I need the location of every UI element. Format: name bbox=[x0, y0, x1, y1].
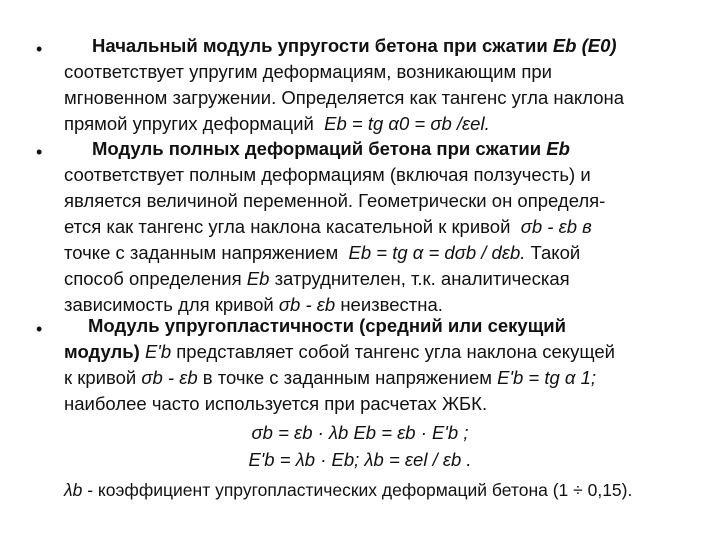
item3-curve-formula: σb - εb bbox=[141, 367, 198, 388]
item3-line3-mid: в точке с заданным напряжением bbox=[202, 367, 492, 388]
item1-line3: мгновенном загружении. Определяется как тангенс угла наклона bbox=[64, 87, 625, 108]
item2-title: Модуль полных деформаций бетона при сжатии bbox=[92, 138, 542, 159]
bullet-1: • bbox=[36, 39, 43, 59]
bullet-3: • bbox=[36, 319, 43, 339]
bullet-2: • bbox=[36, 142, 43, 162]
footnote-symbol: λb bbox=[64, 480, 83, 500]
item2-symbol: Eb bbox=[546, 138, 570, 159]
item3-line3 bbox=[64, 365, 596, 391]
item2-line6-text: способ определения bbox=[64, 268, 242, 289]
item3-title-cont: модуль) bbox=[64, 341, 140, 362]
footnote bbox=[64, 477, 632, 503]
item3-line1 bbox=[88, 313, 566, 339]
item2-formula-tangent: Eb = tg α = dσb / dεb. bbox=[348, 242, 526, 263]
item2-line6-symbol: Eb bbox=[246, 268, 270, 289]
item3-line3-text: к кривой bbox=[64, 367, 137, 388]
item1-line4 bbox=[64, 111, 490, 137]
item1-line1 bbox=[92, 33, 617, 59]
item2-line5-tail: Такой bbox=[530, 242, 581, 263]
item2-line7-tail: неизвестна. bbox=[340, 294, 443, 315]
item2-line1 bbox=[92, 136, 570, 162]
item2-line7-text: зависимость для кривой bbox=[64, 294, 274, 315]
item3-line2 bbox=[64, 339, 615, 365]
item2-line3: является величиной переменной. Геометрически он определя- bbox=[64, 190, 606, 211]
item2-line2: соответствует полным деформациям (включая ползучесть) и bbox=[64, 164, 591, 185]
footnote-text: - коэффициент упругопластических деформаций бетона (1 ÷ 0,15). bbox=[82, 480, 633, 500]
item1-symbol: Eb (E0) bbox=[552, 35, 617, 56]
item2-line6-tail: затруднителен, т.к. аналитическая bbox=[274, 268, 570, 289]
item2-formula-curve: σb - εb в bbox=[520, 216, 592, 237]
item1-formula: Eb = tg α0 = σb /εel. bbox=[324, 113, 490, 134]
formula-1: σb = εb · λb Eb = εb · E'b ; bbox=[251, 422, 469, 443]
item3-symbol: E'b bbox=[144, 341, 172, 362]
item2-line4-text: ется как тангенс угла наклона касательной к кривой bbox=[64, 216, 511, 237]
item2-line5-text: точке с заданным напряжением bbox=[64, 242, 339, 263]
item2-line7-formula: σb - εb bbox=[278, 294, 336, 315]
item3-line2-tail: представляет собой тангенс угла наклона секущей bbox=[176, 341, 615, 362]
item1-title: Начальный модуль упругости бетона при сжатии bbox=[92, 35, 548, 56]
item2-line4 bbox=[64, 214, 592, 240]
item1-line4-text: прямой упругих деформаций bbox=[64, 113, 314, 134]
item2-line5 bbox=[64, 240, 580, 266]
item3-line4: наиболее часто используется при расчетах ЖБК. bbox=[64, 393, 488, 414]
item1-line2: соответствует упругим деформациям, возникающим при bbox=[64, 61, 552, 82]
item3-title: Модуль упругопластичности (средний или секущий bbox=[88, 315, 567, 336]
item3-secant-formula: E'b = tg α 1; bbox=[497, 367, 597, 388]
formula-2: E'b = λb · Eb; λb = εel / εb . bbox=[248, 449, 472, 470]
item2-line6 bbox=[64, 266, 570, 292]
